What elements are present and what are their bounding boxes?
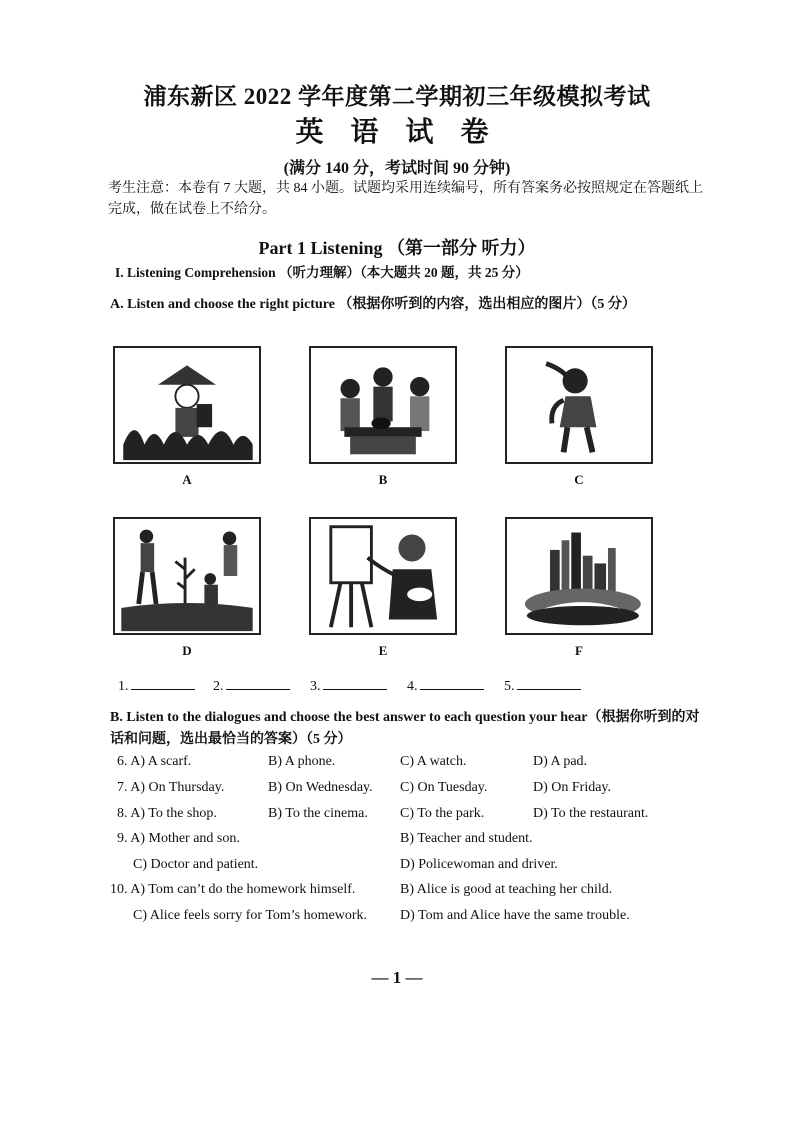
candidate-notice: 考生注意：本卷有 7 大题，共 84 小题。试题均采用连续编号，所有答案务必按照规定在答题纸上完成，做在试卷上不给分。	[108, 181, 703, 217]
question-6-a: 6. A) A scarf.	[117, 754, 192, 769]
city-skyline-icon	[507, 519, 651, 633]
question-6-d: D) A pad.	[533, 754, 588, 769]
question-10-a: 10. A) Tom can’t do the homework himself.	[110, 882, 356, 897]
question-10-b: B) Alice is good at teaching her child.	[400, 882, 613, 897]
question-6-c: C) A watch.	[400, 754, 467, 769]
question-7-a: 7. A) On Thursday.	[117, 780, 225, 795]
picture-label: F	[575, 643, 583, 658]
question-7-d: D) On Friday.	[533, 780, 612, 795]
question-8-b: B) To the cinema.	[268, 806, 368, 821]
exam-info: (满分 140 分，考试时间 90 分钟)	[283, 160, 511, 177]
question-9-b: B) Teacher and student.	[400, 831, 533, 846]
question-8-c: C) To the park.	[400, 806, 485, 821]
question-10-d: D) Tom and Alice have the same trouble.	[400, 908, 630, 923]
part1-title: Part 1 Listening （第一部分 听力）	[258, 238, 536, 258]
question-10-c: C) Alice feels sorry for Tom’s homework.	[133, 908, 367, 923]
picture-label: C	[574, 472, 584, 487]
answer-blank-3: 3.	[310, 677, 387, 695]
page-number: — 1 —	[371, 968, 423, 987]
picture-b	[309, 346, 457, 464]
picture-e	[309, 517, 457, 635]
people-planting-tree-icon	[115, 519, 259, 633]
question-8-d: D) To the restaurant.	[533, 806, 649, 821]
picture-d	[113, 517, 261, 635]
section-i-title: I. Listening Comprehension （听力理解）（本大题共 20 题，共 25 分）	[115, 265, 529, 280]
answer-blank-5: 5.	[504, 677, 581, 695]
section-a-title: A. Listen and choose the right picture （根据你听到的内容，选出相应的图片）（5 分）	[110, 297, 636, 312]
answer-blank-1: 1.	[118, 677, 195, 695]
answer-blank-4: 4.	[407, 677, 484, 695]
picture-c	[505, 346, 653, 464]
question-9-a: 9. A) Mother and son.	[117, 831, 240, 846]
picture-a	[113, 346, 261, 464]
question-9-d: D) Policewoman and driver.	[400, 857, 558, 872]
question-7-c: C) On Tuesday.	[400, 780, 488, 795]
question-9-c: C) Doctor and patient.	[133, 857, 259, 872]
painter-easel-icon	[311, 519, 455, 633]
family-tea-table-icon	[311, 348, 455, 462]
question-6-b: B) A phone.	[268, 754, 336, 769]
boy-exercising-icon	[507, 348, 651, 462]
picture-f	[505, 517, 653, 635]
picture-label: E	[378, 643, 388, 658]
question-7-b: B) On Wednesday.	[268, 780, 373, 795]
picture-label: D	[182, 643, 192, 658]
answer-blank-2: 2.	[213, 677, 290, 695]
subject-title: 英 语 试 卷	[295, 117, 499, 148]
question-8-a: 8. A) To the shop.	[117, 806, 217, 821]
exam-title: 浦东新区 2022 学年度第二学期初三年级模拟考试	[143, 84, 651, 109]
section-b-title: B. Listen to the dialogues and choose the best answer to each question your hear（根据你听到的对话和问题，选出最恰当的答案）（5 分）	[110, 710, 700, 747]
farmer-picking-tea-icon	[115, 348, 259, 462]
picture-label: A	[182, 472, 192, 487]
picture-label: B	[378, 472, 388, 487]
